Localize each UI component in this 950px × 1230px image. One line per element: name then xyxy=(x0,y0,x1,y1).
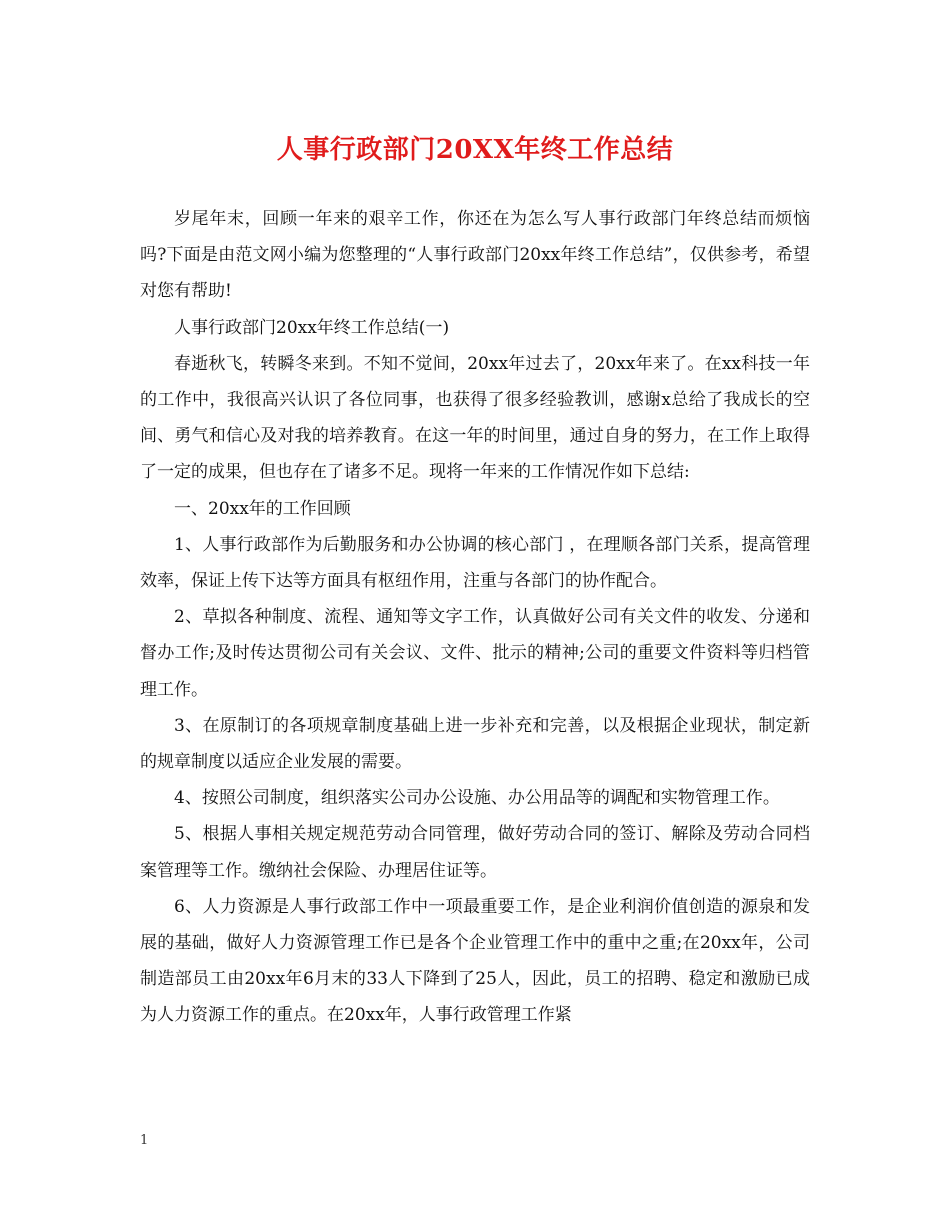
paragraph-item-6: 6、人力资源是人事行政部工作中一项最重要工作，是企业利润价值创造的源泉和发展的基础，做好人力资源管理工作已是各个企业管理工作中的重中之重;在20xx年，公司制造部员工由20xx年6月末的33人下降到了25人，因此，员工的招聘、稳定和激励已成为人力资源工作的重点。在20xx年，人事行政管理工作紧 xyxy=(140,896,810,1026)
paragraph-intro: 岁尾年末，回顾一年来的艰辛工作，你还在为怎么写人事行政部门年终总结而烦恼吗?下面是由范文网小编为您整理的“人事行政部门20xx年终工作总结”，仅供参考，希望对您有帮助! xyxy=(140,209,810,302)
page-number: 1 xyxy=(140,1133,149,1148)
paragraph-item-2: 2、草拟各种制度、流程、通知等文字工作，认真做好公司有关文件的收发、分递和督办工作;及时传达贯彻公司有关会议、文件、批示的精神;公司的重要文件资料等归档管理工作。 xyxy=(140,607,810,700)
document-body xyxy=(140,201,810,1034)
document-title: 人事行政部门20XX年终工作总结 xyxy=(276,135,674,165)
paragraph-item-4: 4、按照公司制度，组织落实公司办公设施、办公用品等的调配和实物管理工作。 xyxy=(174,788,780,809)
paragraph-review-heading: 一、20xx年的工作回顾 xyxy=(174,498,351,519)
paragraph-item-1: 1、人事行政部作为后勤服务和办公协调的核心部门 ，在理顺各部门关系，提高管理效率，保证上传下达等方面具有枢纽作用，注重与各部门的协作配合。 xyxy=(140,534,810,592)
paragraph-opening: 春逝秋飞，转瞬冬来到。不知不觉间，20xx年过去了，20xx年来了。在xx科技一年的工作中，我很高兴认识了各位同事，也获得了很多经验教训，感谢x总给了我成长的空间、勇气和信心及对我的培养教育。在这一年的时间里，通过自身的努力，在工作上取得了一定的成果，但也存在了诸多不足。现将一年来的工作情况作如下总结: xyxy=(140,353,810,483)
paragraph-item-5: 5、根据人事相关规定规范劳动合同管理，做好劳动合同的签订、解除及劳动合同档案管理等工作。缴纳社会保险、办理居住证等。 xyxy=(140,824,810,881)
paragraph-item-3: 3、在原制订的各项规章制度基础上进一步补充和完善，以及根据企业现状，制定新的规章制度以适应企业发展的需要。 xyxy=(140,715,810,773)
paragraph-section-heading: 人事行政部门20xx年终工作总结(一) xyxy=(174,317,450,338)
